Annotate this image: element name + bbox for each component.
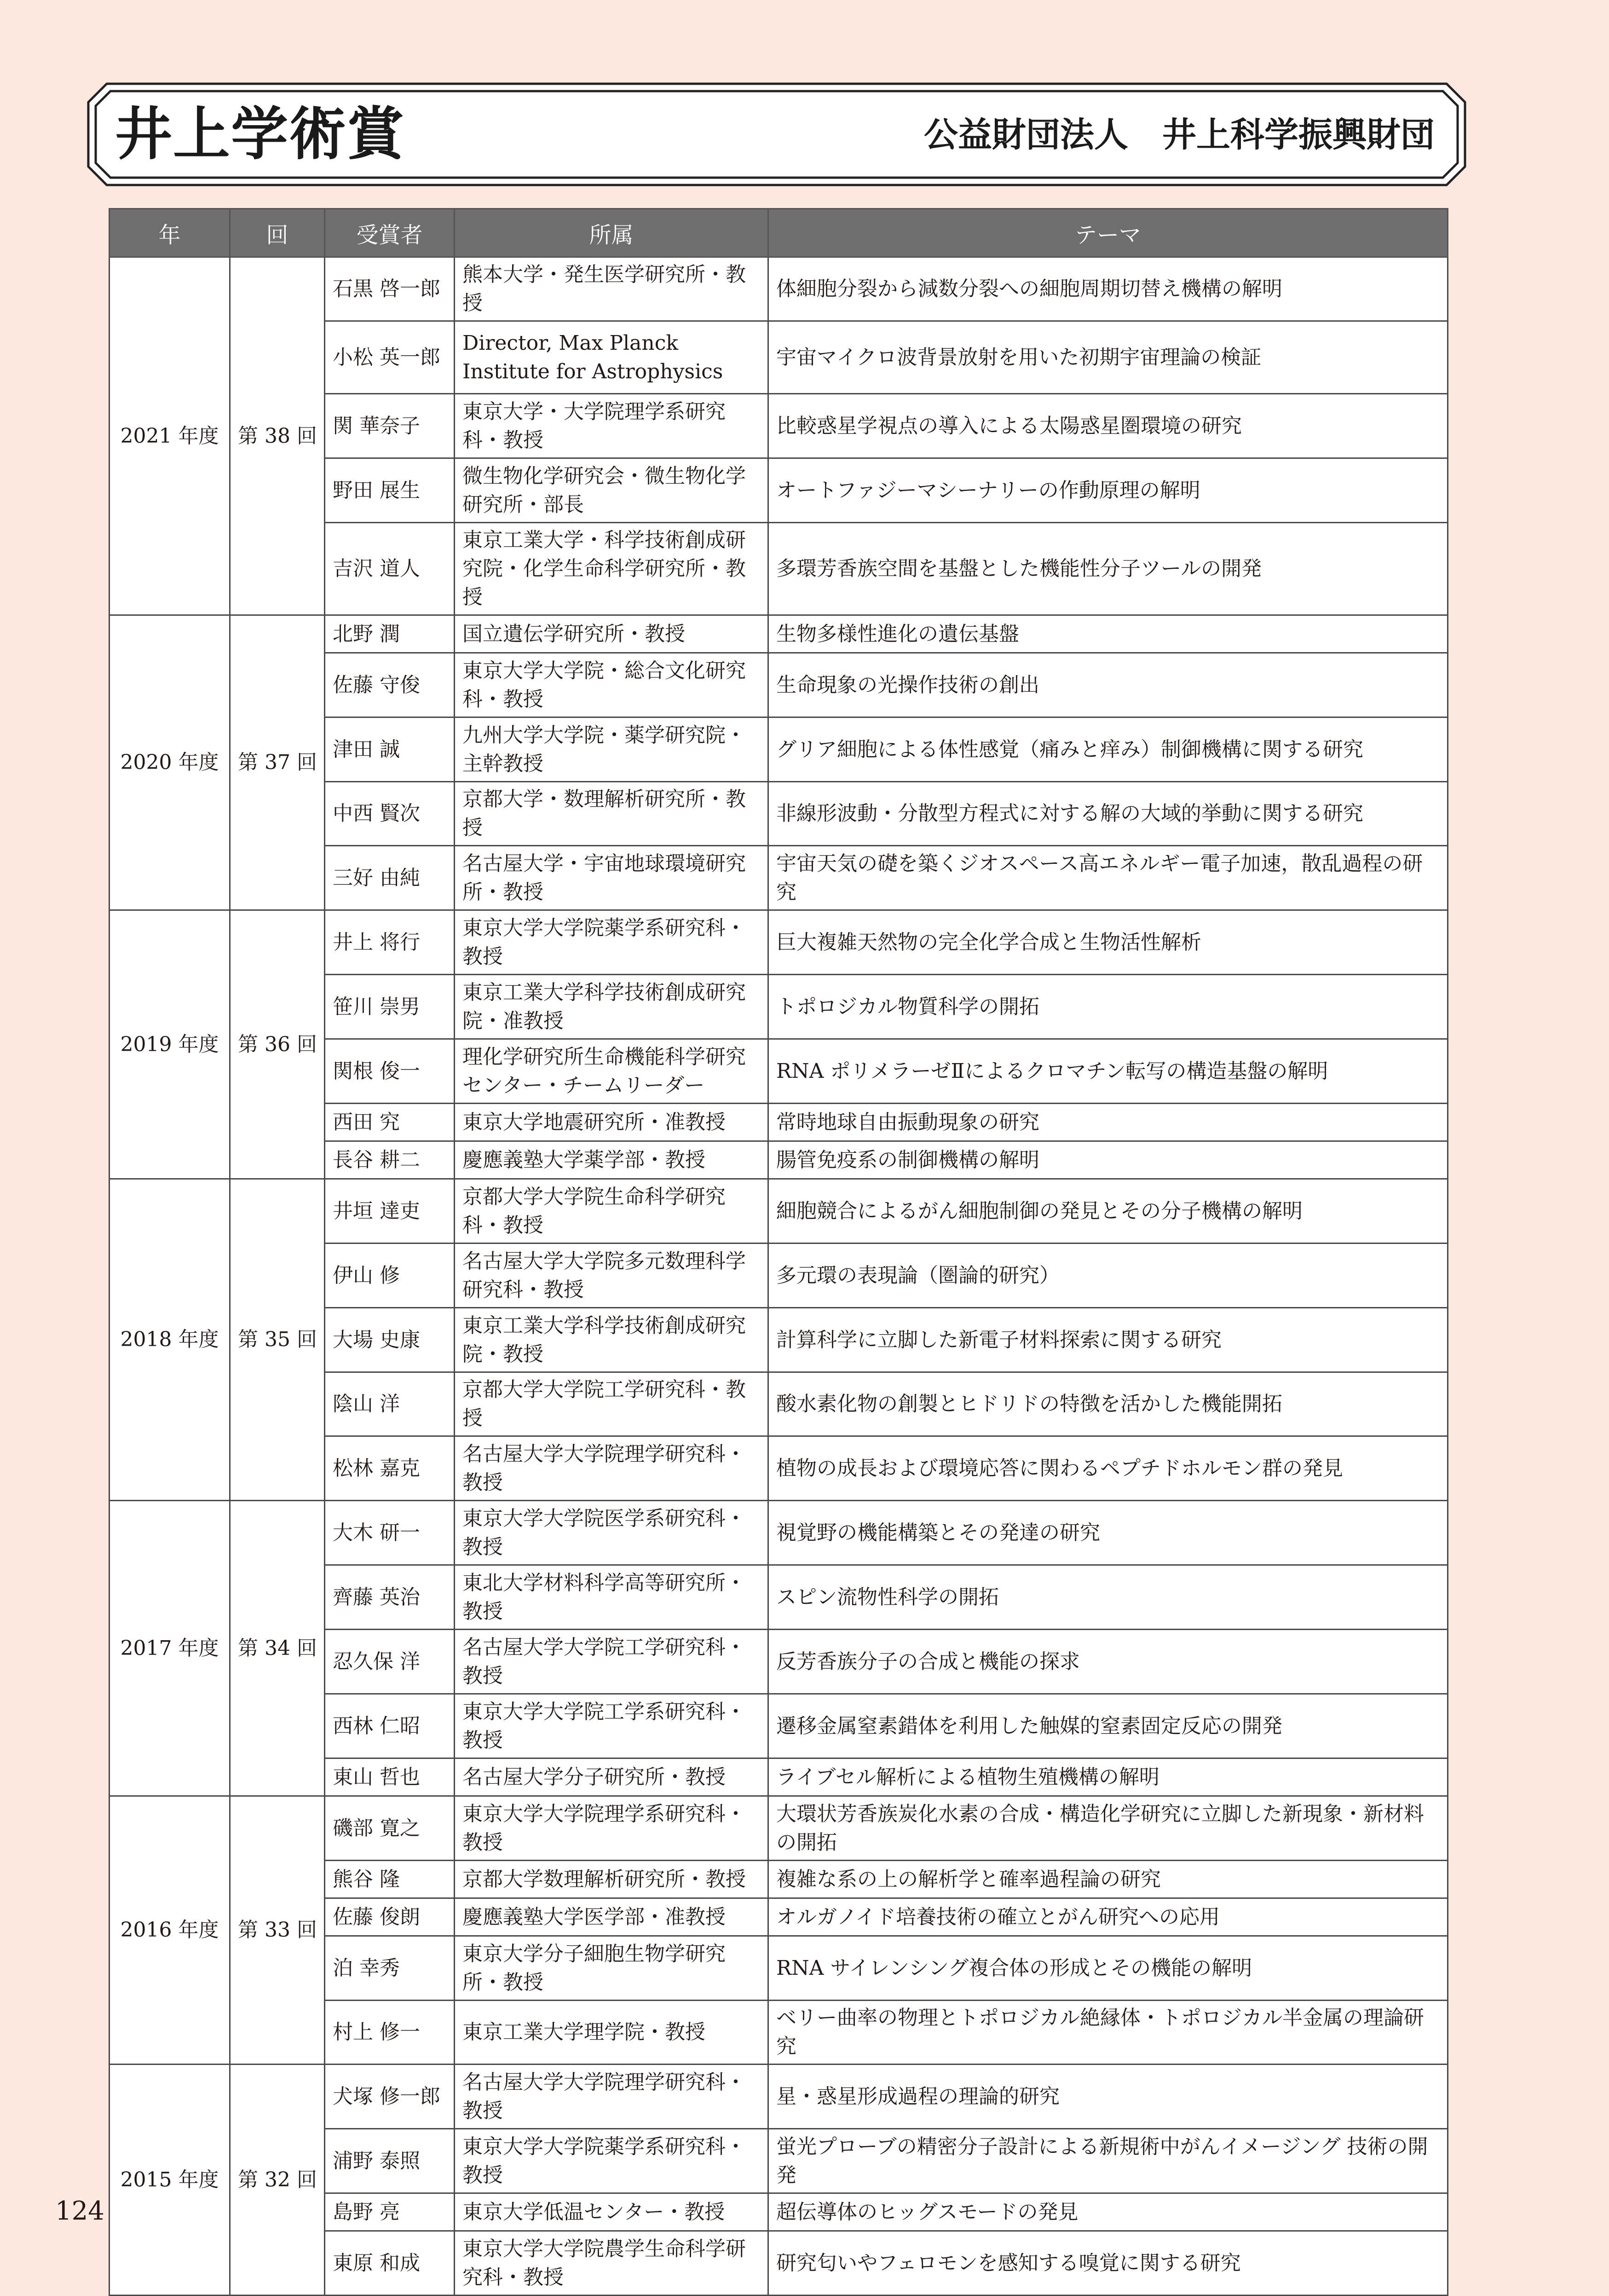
affiliation-cell: 東京大学低温センター・教授 — [455, 2193, 768, 2231]
theme-cell: 比較惑星学視点の導入による太陽惑星圏環境の研究 — [768, 394, 1448, 458]
awardee-name-cell: 大場 史康 — [325, 1308, 455, 1372]
awardee-name-cell: 中西 賢次 — [325, 782, 455, 846]
awardee-name-cell: 西田 究 — [325, 1104, 455, 1141]
theme-cell: トポロジカル物質科学の開拓 — [768, 975, 1448, 1039]
awardee-name-cell: 佐藤 守俊 — [325, 653, 455, 717]
awardee-name-cell: 村上 修一 — [325, 2001, 455, 2065]
affiliation-cell: 京都大学数理解析研究所・教授 — [455, 1861, 768, 1898]
awardee-table — [109, 208, 1448, 2296]
column-header-awardee: 受賞者 — [325, 209, 455, 257]
theme-cell: 非線形波動・分散型方程式に対する解の大域的挙動に関する研究 — [768, 782, 1448, 846]
affiliation-cell: 慶應義塾大学医学部・准教授 — [455, 1898, 768, 1936]
affiliation-cell: 京都大学・数理解析研究所・教授 — [455, 782, 768, 846]
theme-cell: 細胞競合によるがん細胞制御の発見とその分子機構の解明 — [768, 1179, 1448, 1243]
table-row — [110, 1796, 1448, 1861]
table-row — [110, 910, 1448, 975]
awardee-name-cell: 泊 幸秀 — [325, 1936, 455, 2001]
awardee-name-cell: 関根 俊一 — [325, 1039, 455, 1104]
affiliation-cell: 京都大学大学院生命科学研究科・教授 — [455, 1179, 768, 1243]
year-cell: 2016 年度 — [110, 1796, 230, 2065]
affiliation-cell: 東京工業大学科学技術創成研究院・准教授 — [455, 975, 768, 1039]
theme-cell: スピン流物性科学の開拓 — [768, 1565, 1448, 1630]
awardee-name-cell: 石黒 啓一郎 — [325, 257, 455, 321]
affiliation-cell: 微生物化学研究会・微生物化学研究所・部長 — [455, 458, 768, 523]
theme-cell: 視覚野の機能構築とその発達の研究 — [768, 1501, 1448, 1565]
table-row — [110, 2065, 1448, 2129]
affiliation-cell: 九州大学大学院・薬学研究院・主幹教授 — [455, 717, 768, 782]
year-cell: 2021 年度 — [110, 257, 230, 615]
table-row — [110, 1501, 1448, 1565]
affiliation-cell: 東京大学大学院農学生命科学研究科・教授 — [455, 2231, 768, 2296]
affiliation-cell: 名古屋大学・宇宙地球環境研究所・教授 — [455, 846, 768, 910]
awardee-name-cell: 北野 潤 — [325, 615, 455, 653]
awardee-name-cell: 東山 哲也 — [325, 1758, 455, 1796]
theme-cell: 宇宙マイクロ波背景放射を用いた初期宇宙理論の検証 — [768, 321, 1448, 394]
theme-cell: RNA ポリメラーゼⅡによるクロマチン転写の構造基盤の解明 — [768, 1039, 1448, 1104]
round-cell: 第 36 回 — [230, 910, 325, 1179]
affiliation-cell: Director, Max Planck Institute for Astrophysics — [455, 321, 768, 394]
affiliation-cell: 東京大学大学院工学系研究科・教授 — [455, 1694, 768, 1758]
theme-cell: 蛍光プローブの精密分子設計による新規術中がんイメージング 技術の開発 — [768, 2129, 1448, 2193]
theme-cell: ライブセル解析による植物生殖機構の解明 — [768, 1758, 1448, 1796]
awardee-name-cell: 犬塚 修一郎 — [325, 2065, 455, 2129]
theme-cell: グリア細胞による体性感覚（痛みと痒み）制御機構に関する研究 — [768, 717, 1448, 782]
theme-cell: ベリー曲率の物理とトポロジカル絶縁体・トポロジカル半金属の理論研究 — [768, 2001, 1448, 2065]
awardee-name-cell: 浦野 泰照 — [325, 2129, 455, 2193]
year-cell: 2019 年度 — [110, 910, 230, 1179]
affiliation-cell: 東京大学大学院薬学系研究科・教授 — [455, 910, 768, 975]
affiliation-cell: 名古屋大学分子研究所・教授 — [455, 1758, 768, 1796]
theme-cell: RNA サイレンシング複合体の形成とその機能の解明 — [768, 1936, 1448, 2001]
year-cell: 2015 年度 — [110, 2065, 230, 2296]
theme-cell: 大環状芳香族炭化水素の合成・構造化学研究に立脚した新現象・新材料の開拓 — [768, 1796, 1448, 1861]
awardee-name-cell: 小松 英一郎 — [325, 321, 455, 394]
awardee-name-cell: 熊谷 隆 — [325, 1861, 455, 1898]
awardee-name-cell: 磯部 寛之 — [325, 1796, 455, 1861]
year-cell: 2018 年度 — [110, 1179, 230, 1501]
theme-cell: 計算科学に立脚した新電子材料探索に関する研究 — [768, 1308, 1448, 1372]
affiliation-cell: 慶應義塾大学薬学部・教授 — [455, 1141, 768, 1179]
awardee-name-cell: 松林 嘉克 — [325, 1436, 455, 1501]
theme-cell: 遷移金属窒素錯体を利用した触媒的窒素固定反応の開発 — [768, 1694, 1448, 1758]
awardee-name-cell: 野田 展生 — [325, 458, 455, 523]
affiliation-cell: 名古屋大学大学院理学研究科・教授 — [455, 1436, 768, 1501]
awardee-name-cell: 忍久保 洋 — [325, 1630, 455, 1694]
page-header — [87, 82, 1467, 187]
affiliation-cell: 東京大学・大学院理学系研究科・教授 — [455, 394, 768, 458]
affiliation-cell: 国立遺伝学研究所・教授 — [455, 615, 768, 653]
theme-cell: 生命現象の光操作技術の創出 — [768, 653, 1448, 717]
theme-cell: オートファジーマシーナリーの作動原理の解明 — [768, 458, 1448, 523]
round-cell: 第 38 回 — [230, 257, 325, 615]
round-cell: 第 37 回 — [230, 615, 325, 910]
theme-cell: 複雑な系の上の解析学と確率過程論の研究 — [768, 1861, 1448, 1898]
affiliation-cell: 東京工業大学・科学技術創成研究院・化学生命科学研究所・教授 — [455, 523, 768, 615]
affiliation-cell: 東京大学地震研究所・准教授 — [455, 1104, 768, 1141]
affiliation-cell: 東北大学材料科学高等研究所・教授 — [455, 1565, 768, 1630]
awardee-name-cell: 陰山 洋 — [325, 1372, 455, 1436]
round-cell: 第 34 回 — [230, 1501, 325, 1796]
award-title: 井上学術賞 — [115, 101, 405, 168]
theme-cell: オルガノイド培養技術の確立とがん研究への応用 — [768, 1898, 1448, 1936]
awardee-name-cell: 島野 亮 — [325, 2193, 455, 2231]
theme-cell: 超伝導体のヒッグスモードの発見 — [768, 2193, 1448, 2231]
awardee-name-cell: 伊山 修 — [325, 1243, 455, 1308]
round-cell: 第 32 回 — [230, 2065, 325, 2296]
year-cell: 2020 年度 — [110, 615, 230, 910]
theme-cell: 植物の成長および環境応答に関わるペプチドホルモン群の発見 — [768, 1436, 1448, 1501]
affiliation-cell: 東京大学大学院・総合文化研究科・教授 — [455, 653, 768, 717]
awardee-name-cell: 齊藤 英治 — [325, 1565, 455, 1630]
table-body — [110, 257, 1448, 2296]
column-header-theme: テーマ — [768, 209, 1448, 257]
awardee-name-cell: 津田 誠 — [325, 717, 455, 782]
theme-cell: 多環芳香族空間を基盤とした機能性分子ツールの開発 — [768, 523, 1448, 615]
awardee-name-cell: 関 華奈子 — [325, 394, 455, 458]
theme-cell: 研究匂いやフェロモンを感知する嗅覚に関する研究 — [768, 2231, 1448, 2296]
table-row — [110, 615, 1448, 653]
table-row — [110, 257, 1448, 321]
affiliation-cell: 理化学研究所生命機能科学研究センター・チームリーダー — [455, 1039, 768, 1104]
awardee-name-cell: 長谷 耕二 — [325, 1141, 455, 1179]
round-cell: 第 33 回 — [230, 1796, 325, 2065]
awardee-name-cell: 三好 由純 — [325, 846, 455, 910]
theme-cell: 反芳香族分子の合成と機能の探求 — [768, 1630, 1448, 1694]
affiliation-cell: 熊本大学・発生医学研究所・教授 — [455, 257, 768, 321]
year-cell: 2017 年度 — [110, 1501, 230, 1796]
theme-cell: 体細胞分裂から減数分裂への細胞周期切替え機構の解明 — [768, 257, 1448, 321]
column-header-round: 回 — [230, 209, 325, 257]
column-header-year: 年 — [110, 209, 230, 257]
theme-cell: 多元環の表現論（圏論的研究） — [768, 1243, 1448, 1308]
theme-cell: 星・惑星形成過程の理論的研究 — [768, 2065, 1448, 2129]
theme-cell: 常時地球自由振動現象の研究 — [768, 1104, 1448, 1141]
page-number: 124 — [55, 2196, 104, 2226]
theme-cell: 宇宙天気の礎を築くジオスペース高エネルギー電子加速，散乱過程の研究 — [768, 846, 1448, 910]
table-header-row — [110, 209, 1448, 257]
affiliation-cell: 名古屋大学大学院多元数理科学研究科・教授 — [455, 1243, 768, 1308]
theme-cell: 腸管免疫系の制御機構の解明 — [768, 1141, 1448, 1179]
theme-cell: 巨大複雑天然物の完全化学合成と生物活性解析 — [768, 910, 1448, 975]
affiliation-cell: 名古屋大学大学院工学研究科・教授 — [455, 1630, 768, 1694]
awardee-name-cell: 大木 研一 — [325, 1501, 455, 1565]
affiliation-cell: 東京工業大学理学院・教授 — [455, 2001, 768, 2065]
table-row — [110, 1179, 1448, 1243]
theme-cell: 酸水素化物の創製とヒドリドの特徴を活かした機能開拓 — [768, 1372, 1448, 1436]
affiliation-cell: 東京大学分子細胞生物学研究所・教授 — [455, 1936, 768, 2001]
awardee-name-cell: 吉沢 道人 — [325, 523, 455, 615]
awardee-name-cell: 西林 仁昭 — [325, 1694, 455, 1758]
column-header-affiliation: 所属 — [455, 209, 768, 257]
foundation-name: 公益財団法人 井上科学振興財団 — [924, 115, 1435, 155]
awardee-name-cell: 井上 将行 — [325, 910, 455, 975]
theme-cell: 生物多様性進化の遺伝基盤 — [768, 615, 1448, 653]
affiliation-cell: 東京大学大学院薬学系研究科・教授 — [455, 2129, 768, 2193]
awardee-name-cell: 井垣 達吏 — [325, 1179, 455, 1243]
awardee-name-cell: 笹川 崇男 — [325, 975, 455, 1039]
affiliation-cell: 京都大学大学院工学研究科・教授 — [455, 1372, 768, 1436]
affiliation-cell: 東京大学大学院医学系研究科・教授 — [455, 1501, 768, 1565]
awardee-name-cell: 佐藤 俊朗 — [325, 1898, 455, 1936]
affiliation-cell: 名古屋大学大学院理学研究科・教授 — [455, 2065, 768, 2129]
affiliation-cell: 東京工業大学科学技術創成研究院・教授 — [455, 1308, 768, 1372]
awardee-name-cell: 東原 和成 — [325, 2231, 455, 2296]
affiliation-cell: 東京大学大学院理学系研究科・教授 — [455, 1796, 768, 1861]
round-cell: 第 35 回 — [230, 1179, 325, 1501]
